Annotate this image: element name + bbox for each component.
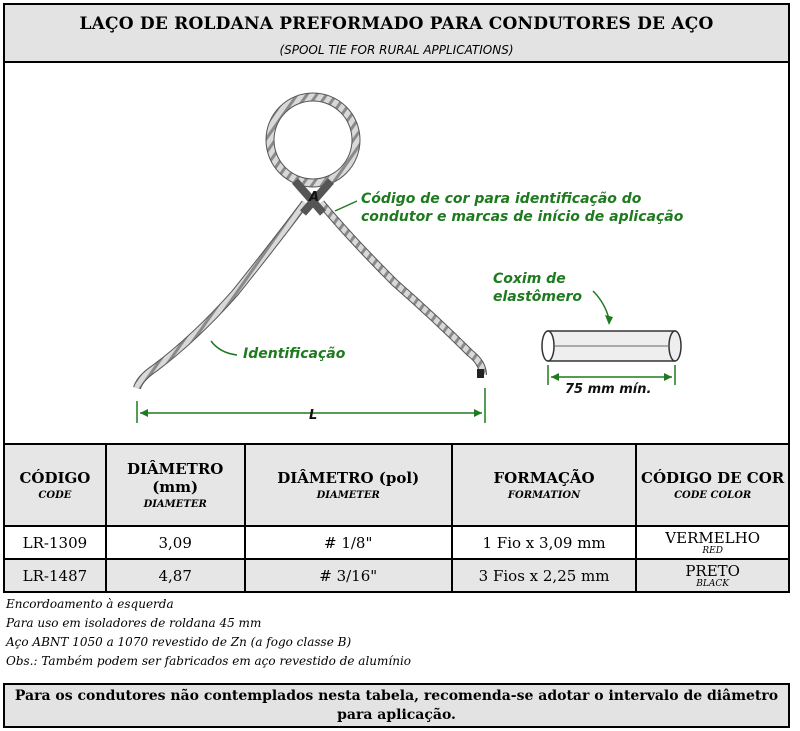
cell-diameter-mm: 3,09 [106, 526, 245, 559]
col-header-diameter-mm: DIÂMETRO (mm) DIAMETER [106, 444, 245, 526]
cell-color-code: VERMELHO RED [636, 526, 789, 559]
cell-color-code: PRETO BLACK [636, 559, 789, 592]
table-row [4, 559, 789, 592]
cell-code: LR-1309 [4, 526, 106, 559]
page-title: LAÇO DE ROLDANA PREFORMADO PARA CONDUTORES DE AÇO [79, 14, 714, 34]
table-header-row [4, 444, 789, 526]
spool-tie-drawing [5, 63, 788, 443]
col-header-formation: FORMAÇÃO FORMATION [452, 444, 636, 526]
cushion-dimension-label: 75 mm mín. [565, 382, 652, 397]
color-code-mark [477, 369, 484, 378]
cell-diameter-pol: # 1/8" [245, 526, 452, 559]
page-subtitle: (SPOOL TIE FOR RURAL APPLICATIONS) [279, 43, 514, 57]
cushion-annotation-line2: elastômero [493, 289, 582, 305]
col-header-code: CÓDIGO CODE [4, 444, 106, 526]
spec-table [3, 443, 790, 593]
elastomer-cushion [542, 331, 681, 361]
notes [3, 595, 790, 671]
label-a: A [309, 190, 320, 205]
spec-sheet [3, 3, 790, 671]
color-code-annotation-line1: Código de cor para identificação do [361, 191, 642, 207]
cell-formation: 1 Fio x 3,09 mm [452, 526, 636, 559]
length-label: L [309, 408, 318, 423]
col-header-diameter-pol: DIÂMETRO (pol) DIAMETER [245, 444, 452, 526]
note-item: Aço ABNT 1050 a 1070 revestido de Zn (a fogo classe B) [6, 635, 352, 649]
footer-recommendation: Para os condutores não contemplados nesta tabela, recomenda-se adotar o intervalo de diâmetro para aplicação. [3, 683, 790, 728]
identification-annotation: Identificação [243, 346, 346, 362]
cushion-annotation-line1: Coxim de [493, 271, 566, 287]
cell-formation: 3 Fios x 2,25 mm [452, 559, 636, 592]
header [3, 3, 790, 63]
color-code-annotation-line2: condutor e marcas de início de aplicação [361, 209, 684, 225]
product-illustration [3, 63, 790, 443]
note-item: Obs.: Também podem ser fabricados em aço revestido de alumínio [6, 654, 412, 668]
note-item: Encordoamento à esquerda [6, 597, 174, 611]
cell-code: LR-1487 [4, 559, 106, 592]
note-item: Para uso em isoladores de roldana 45 mm [6, 616, 262, 630]
col-header-color-code: CÓDIGO DE COR CODE COLOR [636, 444, 789, 526]
cell-diameter-mm: 4,87 [106, 559, 245, 592]
cell-diameter-pol: # 3/16" [245, 559, 452, 592]
table-row [4, 526, 789, 559]
